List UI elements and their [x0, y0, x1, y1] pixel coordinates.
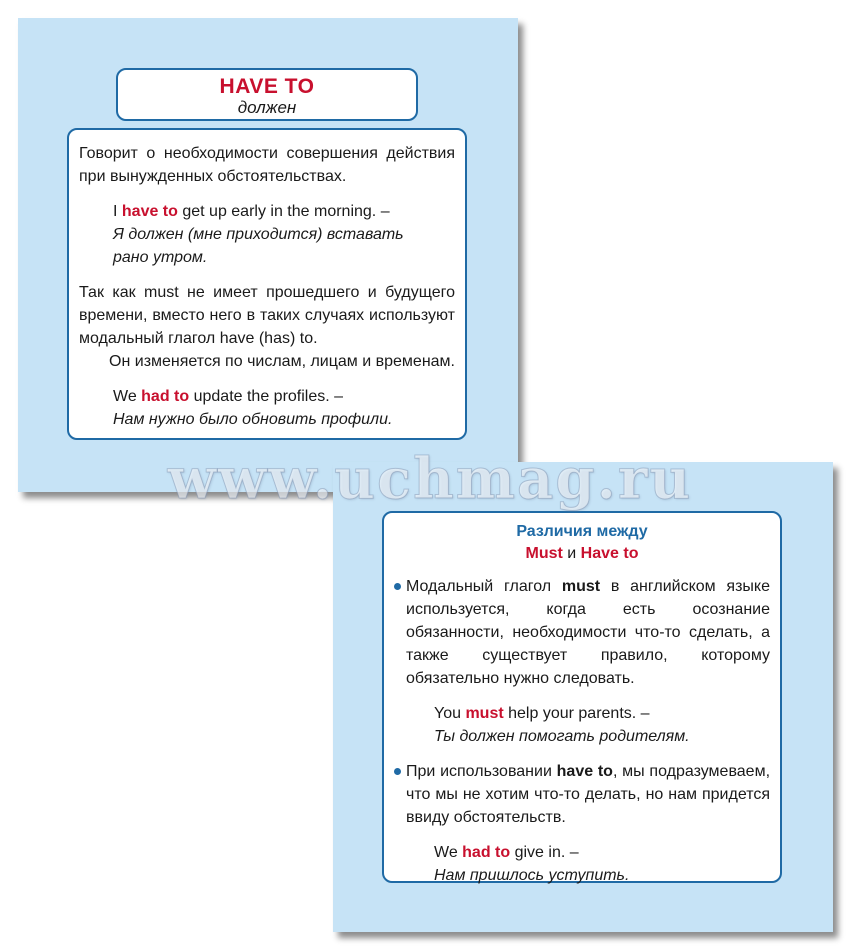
watermark: www.uchmag.ru [167, 446, 693, 512]
example-translation: Нам нужно было обновить профили. [113, 411, 393, 428]
highlight-had-to: had to [462, 844, 511, 861]
example-block [434, 702, 770, 748]
example-sentence: You must help your parents. – [434, 705, 650, 722]
example-block [113, 385, 455, 431]
explanation-paragraph: Так как must не имеет прошедшего и будущего времени, вместо него в таких случаях используют модальный глагол have (has) to. [79, 284, 455, 347]
title-box [116, 68, 418, 121]
highlight-have-to: have to [121, 203, 178, 220]
bullet-dot-icon [394, 583, 401, 590]
card-title: HAVE TO [219, 75, 315, 98]
highlight-had-to: had to [141, 388, 190, 405]
example-block [434, 841, 770, 887]
definition-paragraph: Говорит о необходимости совершения действия при вынужденных обстоятельствах. [79, 145, 455, 185]
example-translation: Я должен (мне приходится) вставать [113, 226, 404, 243]
card-have-to [18, 18, 518, 492]
example-sentence: We had to update the profiles. – [113, 388, 344, 405]
example-translation: Нам пришлось уступить. [434, 867, 630, 884]
differences-heading: Различия между Must и Have to [516, 523, 648, 562]
example-sentence: We had to give in. – [434, 844, 579, 861]
content-box [67, 128, 467, 440]
example-block [113, 200, 455, 269]
example-translation: рано утром. [113, 249, 208, 266]
example-translation: Ты должен помогать родителям. [434, 728, 690, 745]
card-differences [333, 462, 833, 932]
example-sentence: I have to get up early in the morning. – [113, 203, 390, 220]
bullet-item: Модальный глагол must в английском языке используется, когда есть осознание обязанности, необходимости что-то сделать, а также существует правило, которому обязательно нужно следовать. [394, 575, 770, 690]
card-subtitle: должен [237, 98, 297, 117]
explanation-paragraph-end: Он изменяется по числам, лицам и временам. [109, 353, 455, 370]
content-box [382, 511, 782, 883]
bullet-dot-icon [394, 768, 401, 775]
highlight-must: must [465, 705, 504, 722]
bullet-item: При использовании have to, мы подразумеваем, что мы не хотим что-то делать, но нам придется ввиду обстоятельств. [394, 760, 770, 829]
